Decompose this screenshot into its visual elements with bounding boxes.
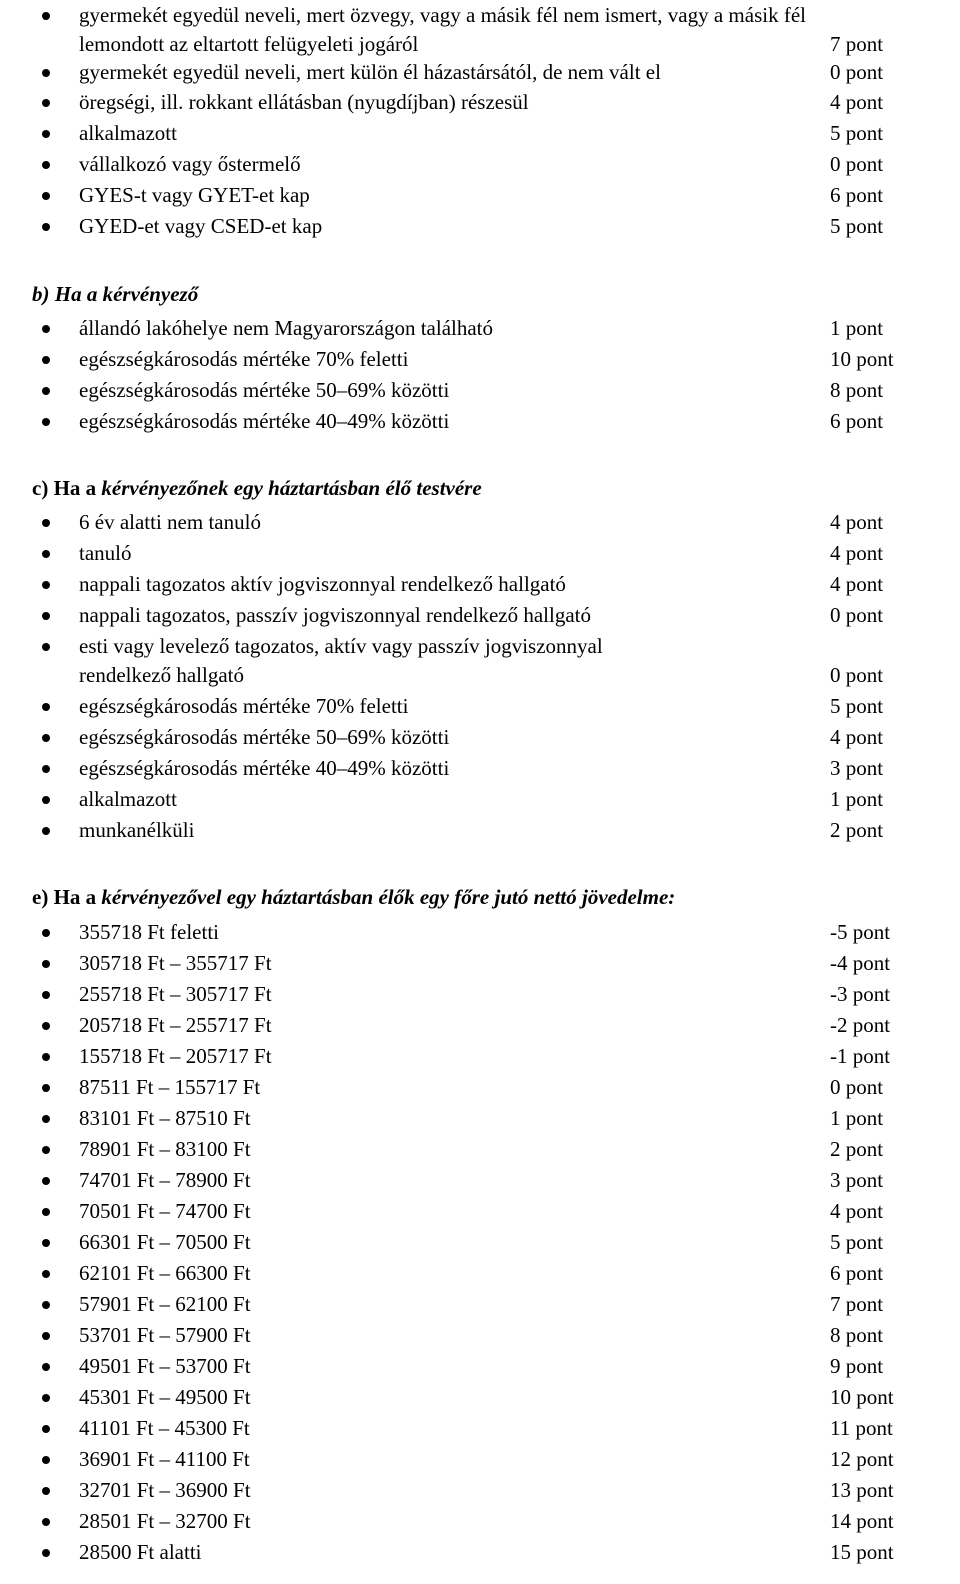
item-score: 2 pont bbox=[830, 1137, 884, 1161]
bullet-icon bbox=[42, 223, 50, 231]
item-score: -1 pont bbox=[830, 1044, 891, 1068]
list-item bbox=[0, 1196, 960, 1227]
item-score: 11 pont bbox=[830, 1416, 893, 1440]
item-text: alkalmazott bbox=[79, 121, 177, 145]
item-text: egészségkárosodás mértéke 40–49% közötti bbox=[79, 756, 450, 780]
item-score: 4 pont bbox=[830, 510, 884, 534]
item-score: 1 pont bbox=[830, 316, 884, 340]
item-score: 2 pont bbox=[830, 818, 884, 842]
item-text: munkanélküli bbox=[79, 818, 195, 842]
item-score: 0 pont bbox=[830, 152, 884, 176]
bullet-icon bbox=[42, 960, 50, 968]
income-range: 45301 Ft – 49500 Ft bbox=[79, 1385, 251, 1409]
item-text: vállalkozó vagy őstermelő bbox=[79, 152, 301, 176]
bullet-icon bbox=[42, 1487, 50, 1495]
item-text: esti vagy levelező tagozatos, aktív vagy passzív jogviszonnyal bbox=[79, 634, 603, 658]
bullet-icon bbox=[42, 99, 50, 107]
income-range: 155718 Ft – 205717 Ft bbox=[79, 1044, 272, 1068]
item-score: 5 pont bbox=[830, 694, 884, 718]
bullet-icon bbox=[42, 130, 50, 138]
list-item bbox=[0, 180, 960, 211]
bullet-icon bbox=[42, 192, 50, 200]
list-item bbox=[0, 948, 960, 979]
bullet-icon bbox=[42, 550, 50, 558]
list-item bbox=[0, 0, 960, 60]
item-score: 4 pont bbox=[830, 572, 884, 596]
section-e-heading bbox=[32, 882, 675, 913]
list-item bbox=[0, 1103, 960, 1134]
item-text: egészségkárosodás mértéke 70% feletti bbox=[79, 694, 409, 718]
list-item bbox=[0, 1320, 960, 1351]
list-item bbox=[0, 57, 960, 88]
bullet-icon bbox=[42, 387, 50, 395]
bullet-icon bbox=[42, 703, 50, 711]
list-item bbox=[0, 1134, 960, 1165]
bullet-icon bbox=[42, 1084, 50, 1092]
list-item bbox=[0, 538, 960, 569]
income-range: 62101 Ft – 66300 Ft bbox=[79, 1261, 251, 1285]
bullet-icon bbox=[42, 1270, 50, 1278]
bullet-icon bbox=[42, 1177, 50, 1185]
bullet-icon bbox=[42, 1518, 50, 1526]
item-text: egészségkárosodás mértéke 50–69% közötti bbox=[79, 378, 450, 402]
item-score: 0 pont bbox=[830, 1075, 884, 1099]
item-text: alkalmazott bbox=[79, 787, 177, 811]
item-text: egészségkárosodás mértéke 50–69% közötti bbox=[79, 725, 450, 749]
bullet-icon bbox=[42, 325, 50, 333]
list-item bbox=[0, 1258, 960, 1289]
bullet-icon bbox=[42, 796, 50, 804]
list-item bbox=[0, 979, 960, 1010]
list-item bbox=[0, 406, 960, 437]
list-item bbox=[0, 1444, 960, 1475]
item-score: 14 pont bbox=[830, 1509, 894, 1533]
item-score: 3 pont bbox=[830, 756, 884, 780]
list-item bbox=[0, 691, 960, 722]
bullet-icon bbox=[42, 1053, 50, 1061]
item-score: 10 pont bbox=[830, 1385, 894, 1409]
list-item bbox=[0, 722, 960, 753]
bullet-icon bbox=[42, 734, 50, 742]
list-item bbox=[0, 917, 960, 948]
item-score: 0 pont bbox=[830, 603, 884, 627]
list-item bbox=[0, 211, 960, 242]
list-item bbox=[0, 631, 960, 691]
income-range: 78901 Ft – 83100 Ft bbox=[79, 1137, 251, 1161]
list-item bbox=[0, 569, 960, 600]
item-text: egészségkárosodás mértéke 70% feletti bbox=[79, 347, 409, 371]
item-score: 10 pont bbox=[830, 347, 894, 371]
item-score: 0 pont bbox=[830, 663, 884, 687]
list-item bbox=[0, 1165, 960, 1196]
item-score: 8 pont bbox=[830, 378, 884, 402]
list-item bbox=[0, 375, 960, 406]
income-range: 70501 Ft – 74700 Ft bbox=[79, 1199, 251, 1223]
item-score: 9 pont bbox=[830, 1354, 884, 1378]
bullet-icon bbox=[42, 519, 50, 527]
item-score: 3 pont bbox=[830, 1168, 884, 1192]
income-range: 83101 Ft – 87510 Ft bbox=[79, 1106, 251, 1130]
list-item bbox=[0, 87, 960, 118]
income-range: 305718 Ft – 355717 Ft bbox=[79, 951, 272, 975]
bullet-icon bbox=[42, 581, 50, 589]
item-score: 4 pont bbox=[830, 1199, 884, 1223]
bullet-icon bbox=[42, 1425, 50, 1433]
item-score: -3 pont bbox=[830, 982, 891, 1006]
item-text: GYED-et vagy CSED-et kap bbox=[79, 214, 323, 238]
list-item bbox=[0, 344, 960, 375]
income-range: 355718 Ft feletti bbox=[79, 920, 219, 944]
list-item bbox=[0, 1010, 960, 1041]
list-item bbox=[0, 600, 960, 631]
list-item bbox=[0, 1506, 960, 1537]
list-item bbox=[0, 1289, 960, 1320]
item-score: 0 pont bbox=[830, 60, 884, 84]
item-score: 5 pont bbox=[830, 1230, 884, 1254]
bullet-icon bbox=[42, 356, 50, 364]
section-c-heading-rest: kérvényezőnek egy háztartásban élő testvére bbox=[101, 476, 482, 500]
income-range: 28500 Ft alatti bbox=[79, 1540, 202, 1564]
item-text: nappali tagozatos, passzív jogviszonnyal rendelkező hallgató bbox=[79, 603, 592, 627]
bullet-icon bbox=[42, 12, 50, 20]
list-item bbox=[0, 784, 960, 815]
item-score: 12 pont bbox=[830, 1447, 894, 1471]
income-range: 57901 Ft – 62100 Ft bbox=[79, 1292, 251, 1316]
list-item bbox=[0, 1537, 960, 1568]
bullet-icon bbox=[42, 418, 50, 426]
item-score: 5 pont bbox=[830, 214, 884, 238]
bullet-icon bbox=[42, 1301, 50, 1309]
item-score: 6 pont bbox=[830, 409, 884, 433]
bullet-icon bbox=[42, 1363, 50, 1371]
income-range: 74701 Ft – 78900 Ft bbox=[79, 1168, 251, 1192]
item-text: nappali tagozatos aktív jogviszonnyal rendelkező hallgató bbox=[79, 572, 566, 596]
item-text: állandó lakóhelye nem Magyarországon található bbox=[79, 316, 494, 340]
list-item bbox=[0, 753, 960, 784]
income-range: 28501 Ft – 32700 Ft bbox=[79, 1509, 251, 1533]
item-score: 4 pont bbox=[830, 90, 884, 114]
list-item bbox=[0, 1413, 960, 1444]
income-range: 255718 Ft – 305717 Ft bbox=[79, 982, 272, 1006]
bullet-icon bbox=[42, 765, 50, 773]
item-text: 6 év alatti nem tanuló bbox=[79, 510, 261, 534]
bullet-icon bbox=[42, 1549, 50, 1557]
bullet-icon bbox=[42, 929, 50, 937]
section-c-heading bbox=[32, 473, 482, 504]
section-b-heading: b) Ha a kérvényező bbox=[32, 282, 199, 306]
item-score: 4 pont bbox=[830, 725, 884, 749]
bullet-icon bbox=[42, 1115, 50, 1123]
item-score: -2 pont bbox=[830, 1013, 891, 1037]
item-score: -5 pont bbox=[830, 920, 891, 944]
item-score: 7 pont bbox=[830, 1292, 884, 1316]
bullet-icon bbox=[42, 827, 50, 835]
income-range: 36901 Ft – 41100 Ft bbox=[79, 1447, 250, 1471]
item-score: 15 pont bbox=[830, 1540, 894, 1564]
item-text-continued: lemondott az eltartott felügyeleti jogáról bbox=[79, 32, 419, 56]
bullet-icon bbox=[42, 1208, 50, 1216]
item-score: 1 pont bbox=[830, 1106, 884, 1130]
list-item bbox=[0, 507, 960, 538]
item-score: 13 pont bbox=[830, 1478, 894, 1502]
bullet-icon bbox=[42, 69, 50, 77]
list-item bbox=[0, 815, 960, 846]
list-item bbox=[0, 1041, 960, 1072]
bullet-icon bbox=[42, 161, 50, 169]
bullet-icon bbox=[42, 991, 50, 999]
item-text: GYES-t vagy GYET-et kap bbox=[79, 183, 310, 207]
item-text: gyermekét egyedül neveli, mert özvegy, vagy a másik fél nem ismert, vagy a másik fél bbox=[79, 3, 806, 27]
list-item bbox=[0, 1382, 960, 1413]
item-score: 1 pont bbox=[830, 787, 884, 811]
list-item bbox=[0, 1072, 960, 1103]
item-score: 4 pont bbox=[830, 541, 884, 565]
section-e-heading-prefix: e) Ha a bbox=[32, 885, 102, 909]
item-text: öregségi, ill. rokkant ellátásban (nyugdíjban) részesül bbox=[79, 90, 529, 114]
item-score: 5 pont bbox=[830, 121, 884, 145]
list-item bbox=[0, 149, 960, 180]
item-score: 6 pont bbox=[830, 183, 884, 207]
list-item bbox=[0, 313, 960, 344]
item-score: 7 pont bbox=[830, 32, 884, 56]
item-score: 6 pont bbox=[830, 1261, 884, 1285]
list-item bbox=[0, 118, 960, 149]
income-range: 41101 Ft – 45300 Ft bbox=[79, 1416, 250, 1440]
item-text: gyermekét egyedül neveli, mert külön él házastársától, de nem vált el bbox=[79, 60, 661, 84]
list-item bbox=[0, 1351, 960, 1382]
income-range: 49501 Ft – 53700 Ft bbox=[79, 1354, 251, 1378]
income-range: 205718 Ft – 255717 Ft bbox=[79, 1013, 272, 1037]
bullet-icon bbox=[42, 1332, 50, 1340]
item-text: egészségkárosodás mértéke 40–49% közötti bbox=[79, 409, 450, 433]
list-item bbox=[0, 1475, 960, 1506]
bullet-icon bbox=[42, 643, 50, 651]
list-item bbox=[0, 1227, 960, 1258]
item-score: -4 pont bbox=[830, 951, 891, 975]
item-score: 8 pont bbox=[830, 1323, 884, 1347]
bullet-icon bbox=[42, 1022, 50, 1030]
bullet-icon bbox=[42, 1394, 50, 1402]
income-range: 87511 Ft – 155717 Ft bbox=[79, 1075, 261, 1099]
section-e-heading-rest: kérvényezővel egy háztartásban élők egy főre jutó nettó jövedelme: bbox=[101, 885, 676, 909]
income-range: 66301 Ft – 70500 Ft bbox=[79, 1230, 251, 1254]
bullet-icon bbox=[42, 1146, 50, 1154]
item-text-continued: rendelkező hallgató bbox=[79, 663, 245, 687]
bullet-icon bbox=[42, 1239, 50, 1247]
bullet-icon bbox=[42, 612, 50, 620]
bullet-icon bbox=[42, 1456, 50, 1464]
income-range: 53701 Ft – 57900 Ft bbox=[79, 1323, 251, 1347]
item-text: tanuló bbox=[79, 541, 132, 565]
section-c-heading-prefix: c) Ha a bbox=[32, 476, 102, 500]
income-range: 32701 Ft – 36900 Ft bbox=[79, 1478, 251, 1502]
